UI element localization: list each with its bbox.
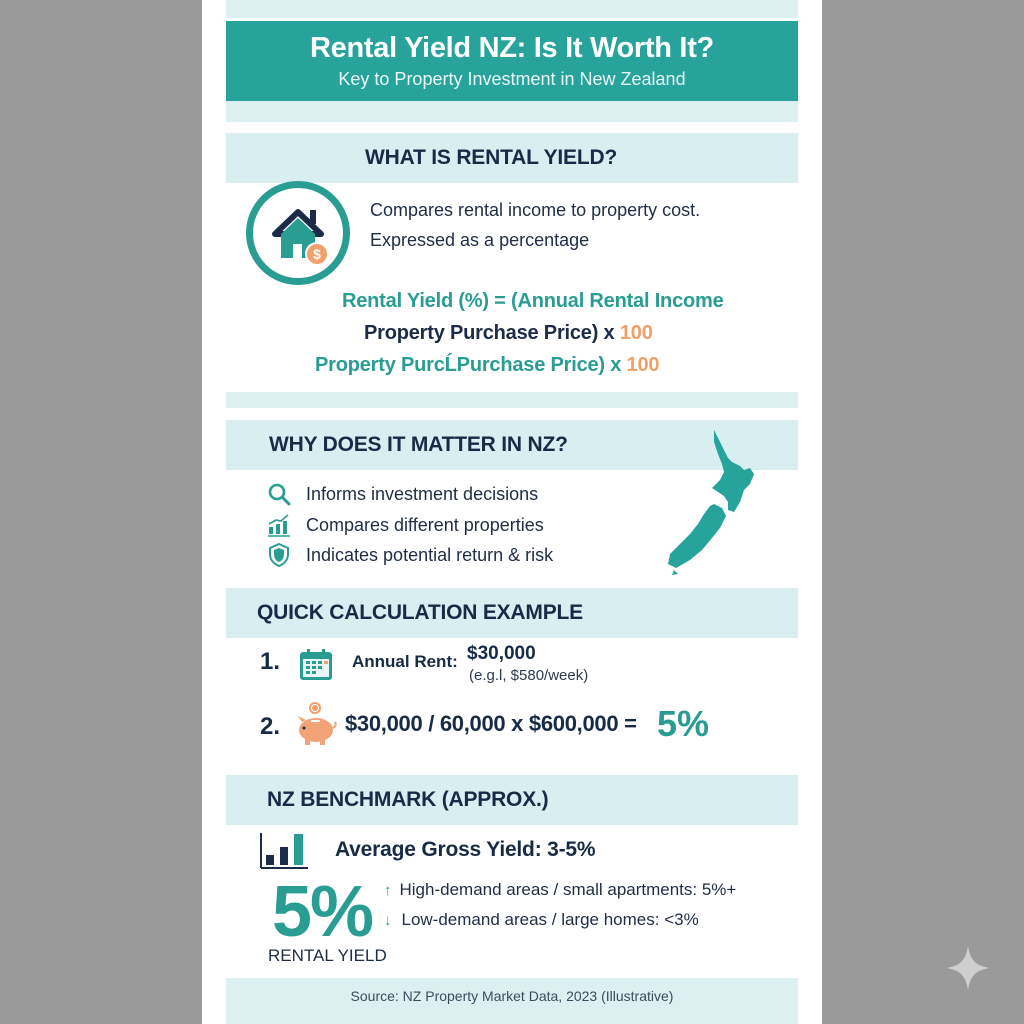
top-band	[226, 0, 798, 18]
arrow-up-icon: ↑	[384, 881, 392, 899]
page-title: Rental Yield NZ: Is It Worth It?	[310, 32, 714, 64]
big-yield-label: RENTAL YIELD	[268, 946, 387, 965]
formula-line-1: Rental Yield (%) = (Annual Rental Income	[342, 290, 724, 312]
why-item-label: Informs investment decisions	[306, 483, 539, 504]
step-number-1: 1.	[260, 648, 281, 675]
big-yield-value: 5%	[272, 872, 373, 952]
section-heading-benchmark	[226, 775, 798, 825]
calendar-icon	[298, 648, 334, 682]
infographic-page	[202, 0, 822, 1024]
growth-chart-icon	[266, 512, 292, 538]
what-is-line-1: Compares rental income to property cost.	[370, 200, 701, 220]
annual-rent-label: Annual Rent:	[352, 652, 458, 671]
svg-text:$: $	[313, 246, 321, 262]
why-item-compares	[266, 512, 544, 538]
benchmark-point-text: High-demand areas / small apartments: 5%+	[399, 880, 737, 899]
formula-line-2-number: 100	[619, 322, 653, 344]
benchmark-heading-text: NZ BENCHMARK (APPROX.)	[267, 788, 549, 811]
why-item-indicates	[266, 542, 553, 568]
sparkle-icon	[944, 944, 992, 992]
formula-line-3-number: 100	[626, 354, 660, 376]
average-gross-yield: Average Gross Yield: 3-5%	[335, 838, 596, 861]
calc-heading-text: QUICK CALCULATION EXAMPLE	[257, 601, 583, 624]
section-heading-calc	[226, 588, 798, 638]
why-item-informs	[266, 481, 538, 507]
piggy-bank-icon	[292, 700, 338, 746]
source-footer	[226, 978, 798, 1024]
step-number-2: 2.	[260, 713, 281, 740]
hero-banner	[226, 21, 798, 101]
new-zealand-map	[662, 428, 792, 576]
section-heading-what-is	[226, 133, 798, 183]
shield-icon	[266, 542, 292, 568]
search-icon	[266, 481, 292, 507]
benchmark-point-low	[384, 910, 699, 930]
calc-expression: $30,000 / 60,000 x $600,000 =	[345, 711, 637, 736]
calc-result: 5%	[657, 703, 710, 744]
bar-chart-icon	[260, 833, 308, 869]
annual-rent-value: $30,000	[467, 643, 536, 664]
hero-under-band	[226, 101, 798, 122]
source-text: Source: NZ Property Market Data, 2023 (Illustrative)	[350, 988, 674, 1004]
page-subtitle: Key to Property Investment in New Zealand	[338, 69, 686, 89]
annual-rent-note: (e.g.l, $580/week)	[469, 667, 589, 684]
formula-line-3-text: Property PurcĹPurchase Price) x	[315, 354, 622, 376]
divider-band	[226, 392, 798, 408]
formula-line-3	[315, 354, 659, 377]
benchmark-point-text: Low-demand areas / large homes: <3%	[401, 910, 699, 929]
why-heading-text: WHY DOES IT MATTER IN NZ?	[269, 433, 568, 456]
what-is-heading-text: WHAT IS RENTAL YIELD?	[365, 146, 618, 169]
benchmark-point-high	[384, 880, 736, 900]
what-is-line-2: Expressed as a percentage	[370, 230, 590, 250]
why-item-label: Indicates potential return & risk	[306, 544, 554, 565]
house-dollar-icon	[246, 181, 350, 285]
arrow-down-icon: ↓	[384, 911, 392, 929]
formula-line-2-text: Property Purchase Price) x	[364, 322, 615, 344]
formula-line-2	[364, 322, 653, 345]
why-item-label: Compares different properties	[306, 514, 544, 535]
